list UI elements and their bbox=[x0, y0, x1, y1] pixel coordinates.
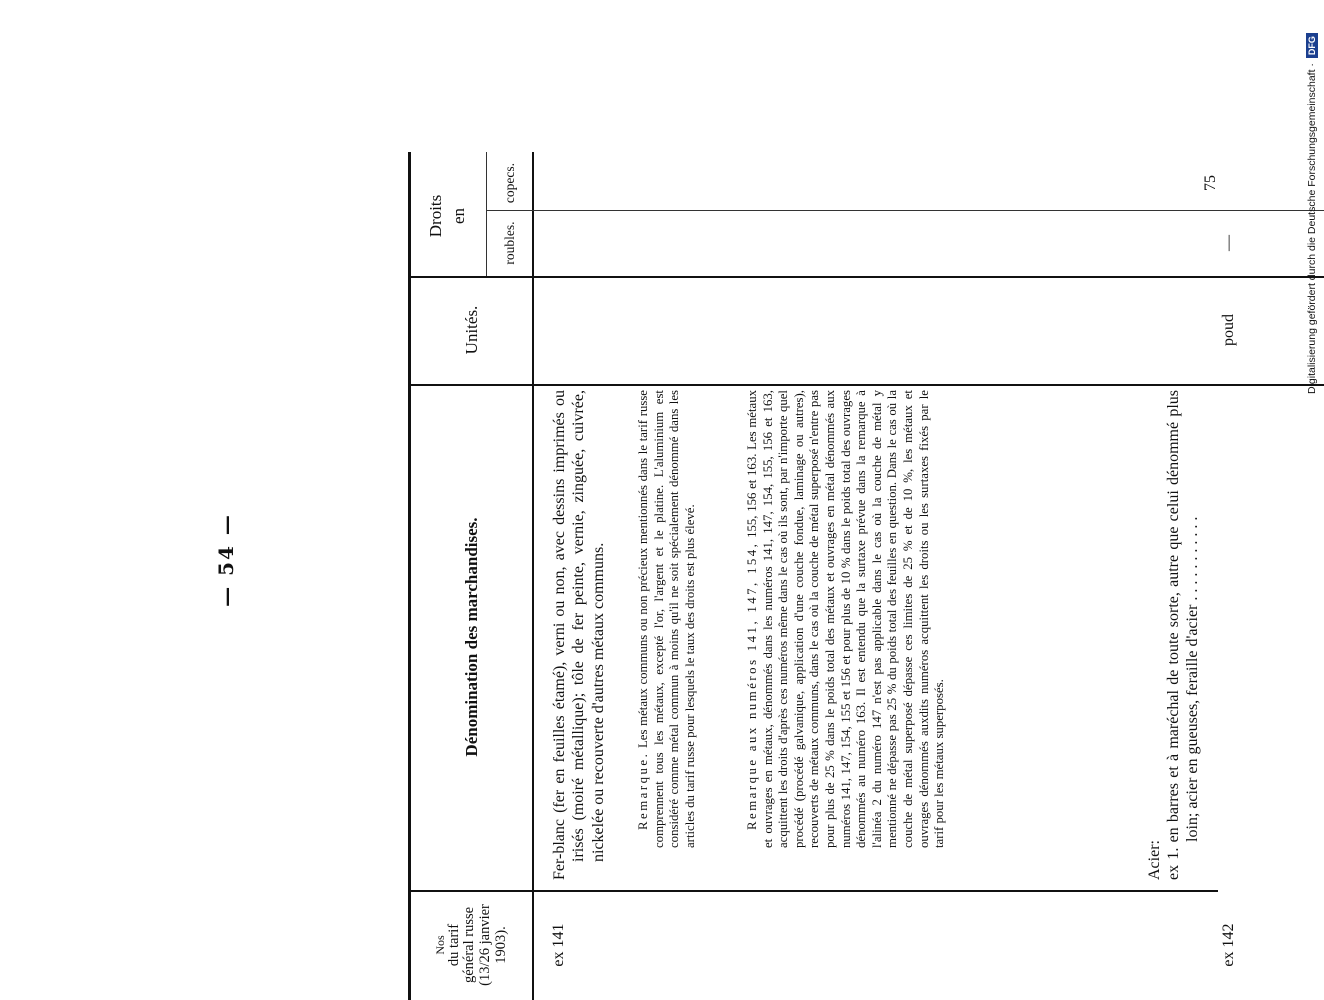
row-description bbox=[1164, 390, 1203, 880]
remarque-paragraph bbox=[745, 390, 948, 848]
copecs-value: 75 bbox=[1202, 175, 1219, 191]
unit-value: poud bbox=[1220, 314, 1237, 346]
dfg-logo: DFG bbox=[1306, 33, 1318, 58]
tarif-number: ex 142 bbox=[1220, 923, 1237, 967]
page-number: — 54 — bbox=[214, 513, 238, 607]
header-tarif-line: du tarif bbox=[445, 923, 462, 967]
header-roubles: roubles. bbox=[501, 221, 517, 265]
remarque-label: Remarque. bbox=[636, 751, 650, 830]
section-heading: Acier: bbox=[1146, 840, 1163, 880]
header-copecs: copecs. bbox=[501, 162, 517, 204]
digitization-credit bbox=[1305, 8, 1319, 394]
header-tarif-line: Nos bbox=[432, 935, 447, 955]
tarif-number: ex 141 bbox=[550, 923, 567, 967]
header-droits bbox=[410, 156, 486, 276]
remarque-paragraph bbox=[636, 390, 698, 848]
header-tarif bbox=[410, 890, 533, 1000]
item-text: en barres et à maréchal de toute sorte, autre que celui dénommé plus loin; acier en gueuses, feraille d'acier bbox=[1165, 390, 1202, 848]
roubles-value: — bbox=[1220, 235, 1237, 251]
header-droits-line: en bbox=[449, 207, 468, 225]
header-unites: Unités. bbox=[461, 305, 481, 355]
header-denomination: Dénomination des marchandises. bbox=[461, 517, 481, 757]
item-label: ex 1. bbox=[1165, 847, 1182, 880]
droits-col-split bbox=[486, 210, 1324, 211]
rotated-page bbox=[162, 120, 1237, 1000]
header-tarif-line: général russe bbox=[461, 906, 478, 984]
leader-dots: . . . . . . . . . . . bbox=[1184, 516, 1202, 605]
header-droits-line: Droits bbox=[426, 194, 446, 238]
header-tarif-line: 1903). bbox=[492, 926, 509, 964]
credit-text: Digitalisierung gefördert durch die Deutsche Forschungsgemeinschaft · bbox=[1306, 63, 1318, 394]
remarque-text: Les métaux communs ou non précieux mentionnés dans le tarif russe comprennent tous les métaux, excepté l'or, l'argent et le platine. L'aluminium est considéré comme métal commun à moins qu'il ne soit spécialement dénommé dans les articles du tarif russe pour lesquels le taux des droits est plus élevé. bbox=[636, 390, 697, 848]
row-description: Fer-blanc (fer en feuilles étamé), verni ou non, avec dessins imprimés ou irisés (moiré métallique); tôle de fer peinte, vernie, zinguée, cuivrée, nickelée ou recouverte d'autres métaux communs. bbox=[551, 390, 607, 880]
column-rule-units bbox=[408, 384, 1324, 386]
remarque-text: 155, 156 et 163. Les métaux et ouvrages en métaux, dénommés dans les numéros 141, 147, 154, 155, 156 et 163, acquittent les droits d'après ces numéros même dans le cas où ils sont, par n'importe quel procédé (procédé galvanique, application d'une couche fondue, laminage ou autres), recouverts de métaux communs, dans le cas où la couche de métal superposé n'entre pas pour plus de 25 % dans le poids total des métaux et ouvrages en métal dénommés aux numéros 141, 147, 154, 155 et 156 et pour plus de 10 % dans le poids total des ouvrages dénommés au numéro 163. Il est entendu que la surtaxe prévue dans la remarque à l'alinéa 2 du numéro 147 n'est pas applicable dans le cas où la couche de métal y mentionné ne dépasse pas 25 % du poids total des feuilles en question. Dans le cas où la couche de métal superposé dépasse ces limites de 25 % et de 10 %, les métaux et ouvrages dénommés auxdits numéros acquittent les droits ou les surtaxes fixés par le tarif pour les métaux superposés. bbox=[745, 390, 947, 848]
column-rule-droits bbox=[408, 276, 1324, 278]
header-tarif-line: (13/26 janvier bbox=[476, 904, 493, 986]
remarque-label: Remarque aux numéros 141, 147, 154, bbox=[745, 541, 759, 830]
